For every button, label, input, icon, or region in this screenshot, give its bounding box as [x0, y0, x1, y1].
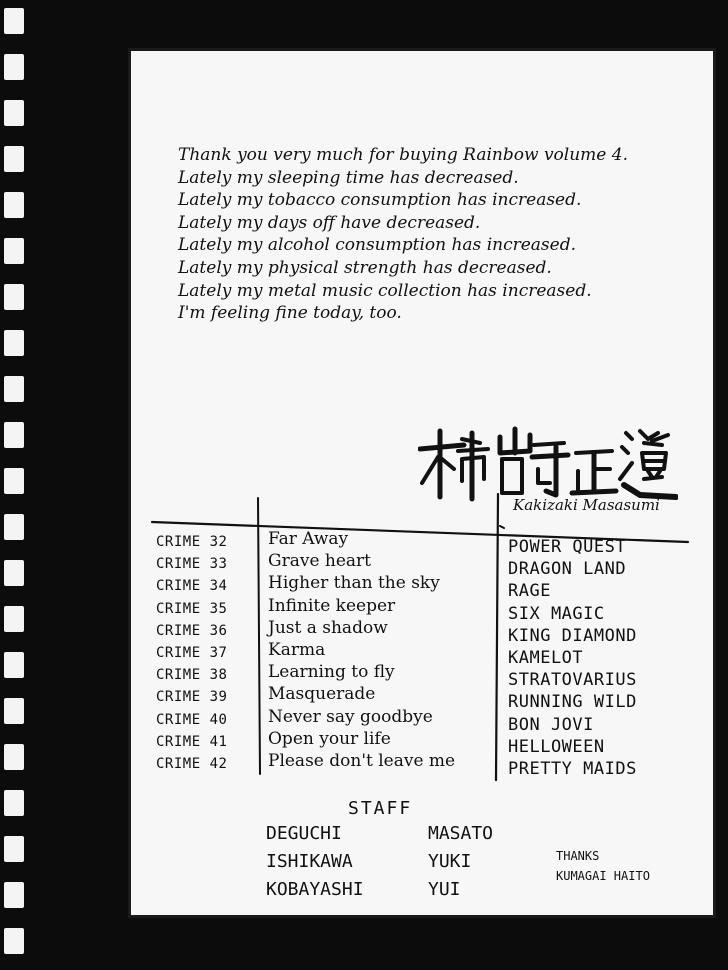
chapter-number: CRIME 36 [156, 622, 228, 639]
chapter-number: CRIME 37 [156, 645, 228, 662]
film-perforation [4, 468, 24, 494]
staff-surname: DEGUCHI [266, 823, 342, 844]
film-perforation [4, 790, 24, 816]
song-title: Karma [268, 640, 326, 661]
chapter-number: CRIME 42 [156, 756, 228, 773]
staff-list [266, 820, 493, 904]
staff-member [266, 848, 493, 876]
band-name: KING DIAMOND [508, 625, 637, 646]
message-line: Thank you very much for buying Rainbow volume 4. [178, 145, 628, 165]
band-name: BON JOVI [508, 714, 594, 735]
film-perforation [4, 192, 24, 218]
band-name: STRATOVARIUS [508, 670, 637, 691]
message-line: Lately my metal music collection has increased. [178, 280, 592, 301]
staff-member [266, 820, 493, 848]
film-perforation [4, 514, 24, 540]
staff-surname: KOBAYASHI [266, 879, 364, 900]
film-perforation [4, 928, 24, 954]
message-line: Lately my tobacco consumption has increased. [178, 190, 582, 211]
chapter-number: CRIME 32 [156, 534, 228, 550]
film-perforation [4, 744, 24, 770]
band-name: PRETTY MAIDS [508, 759, 637, 780]
film-strip-border [0, 0, 40, 970]
staff-heading: STAFF [348, 798, 413, 819]
chapter-number: CRIME 35 [156, 600, 228, 617]
song-title: Just a shadow [268, 617, 388, 638]
film-perforation [4, 836, 24, 862]
song-title: Masquerade [268, 684, 376, 705]
thanks-label: THANKS [556, 849, 600, 863]
film-perforation [4, 652, 24, 678]
handwritten-signature [418, 423, 678, 503]
film-perforation [4, 8, 24, 34]
staff-surname: ISHIKAWA [266, 851, 353, 872]
staff-given-name: MASATO [428, 823, 494, 844]
chapter-number: CRIME 39 [156, 689, 228, 706]
film-perforation [4, 698, 24, 724]
film-perforation [4, 560, 24, 586]
chapter-number: CRIME 38 [156, 667, 228, 684]
band-column [508, 536, 637, 780]
band-name: POWER QUEST [508, 537, 627, 557]
signature-romaji: Kakizaki Masasumi [513, 496, 660, 514]
song-title: Learning to fly [268, 662, 395, 683]
song-title: Far Away [268, 529, 349, 549]
song-title: Grave heart [268, 551, 372, 572]
film-perforation [4, 54, 24, 80]
chapter-number: CRIME 40 [156, 711, 228, 728]
message-line: Lately my physical strength has decreased. [178, 257, 552, 278]
film-perforation [4, 238, 24, 264]
film-perforation [4, 882, 24, 908]
song-title: Infinite keeper [268, 595, 396, 616]
film-perforation [4, 284, 24, 310]
band-name: HELLOWEEN [508, 736, 605, 757]
message-line: Lately my days off have decreased. [178, 212, 481, 233]
film-perforation [4, 606, 24, 632]
film-perforation [4, 422, 24, 448]
staff-given-name: YUI [428, 879, 461, 900]
author-message [178, 144, 698, 325]
film-perforation [4, 330, 24, 356]
song-title: Never say goodbye [268, 706, 433, 727]
chapter-number: CRIME 34 [156, 578, 228, 595]
staff-given-name: YUKI [428, 851, 472, 872]
band-name: DRAGON LAND [508, 559, 627, 580]
message-line: Lately my sleeping time has decreased. [178, 167, 519, 188]
band-name: RAGE [508, 581, 551, 602]
message-line: Lately my alcohol consumption has increased. [178, 235, 576, 256]
band-name: KAMELOT [508, 648, 584, 669]
staff-member [266, 876, 493, 904]
song-title-column [268, 528, 455, 772]
film-perforation [4, 146, 24, 172]
band-name: SIX MAGIC [508, 603, 605, 624]
thanks-name: KUMAGAI HAITO [556, 869, 650, 883]
song-title: Open your life [268, 728, 391, 749]
chapter-number: CRIME 33 [156, 556, 228, 573]
song-title: Please don't leave me [268, 751, 456, 772]
film-perforation [4, 100, 24, 126]
chapter-number: CRIME 41 [156, 733, 228, 750]
song-title: Higher than the sky [268, 573, 440, 594]
afterword-page [128, 48, 716, 918]
chapter-number-column [156, 531, 227, 775]
band-name: RUNNING WILD [508, 692, 637, 713]
message-line: I'm feeling fine today, too. [178, 303, 402, 324]
thanks-block [556, 846, 650, 886]
film-perforation [4, 376, 24, 402]
